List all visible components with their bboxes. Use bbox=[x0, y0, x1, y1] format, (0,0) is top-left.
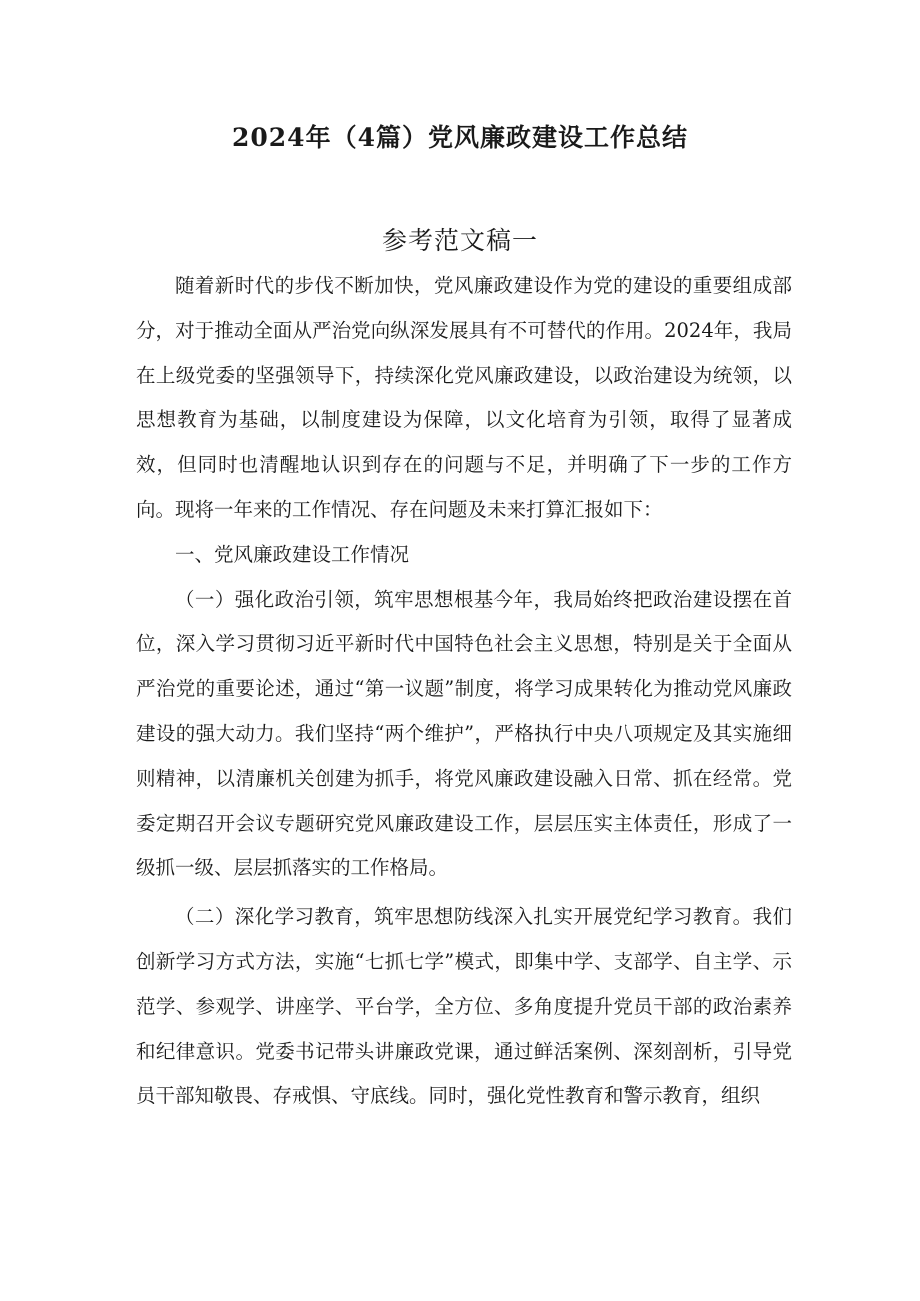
paragraph-section-1-2: （二）深化学习教育，筑牢思想防线深入扎实开展党纪学习教育。我们创新学习方式方法，实施“七抓七学”模式，即集中学、支部学、自主学、示范学、参观学、讲座学、平台学，全方位、多角度提升党员干部的政治素养和纪律意识。党委书记带头讲廉政党课，通过鲜活案例、深刻剖析，引导党员干部知敬畏、存戒惧、守底线。同时，强化党性教育和警示教育，组织 bbox=[136, 905, 792, 1108]
paragraph-section-1-1: （一）强化政治引领，筑牢思想根基今年，我局始终把政治建设摆在首位，深入学习贯彻习近平新时代中国特色社会主义思想，特别是关于全面从严治党的重要论述，通过“第一议题”制度，将学习成果转化为推动党风廉政建设的强大动力。我们坚持“两个维护”，严格执行中央八项规定及其实施细则精神，以清廉机关创建为抓手，将党风廉政建设融入日常、抓在经常。党委定期召开会议专题研究党风廉政建设工作，层层压实主体责任，形成了一级抓一级、层层抓落实的工作格局。 bbox=[136, 587, 792, 880]
document-body bbox=[136, 264, 792, 1119]
section-heading-1: 一、党风廉政建设工作情况 bbox=[175, 542, 410, 566]
paragraph-intro: 随着新时代的步伐不断加快，党风廉政建设作为党的建设的重要组成部分，对于推动全面从严治党向纵深发展具有不可替代的作用。2024年，我局在上级党委的坚强领导下，持续深化党风廉政建设，以政治建设为统领，以思想教育为基础，以制度建设为保障，以文化培育为引领，取得了显著成效，但同时也清醒地认识到存在的问题与不足，并明确了下一步的工作方向。现将一年来的工作情况、存在问题及未来打算汇报如下： bbox=[136, 274, 792, 521]
document-subtitle: 参考范文稿一 bbox=[381, 226, 538, 255]
document-title: 2024年（4篇）党风廉政建设工作总结 bbox=[232, 123, 688, 152]
